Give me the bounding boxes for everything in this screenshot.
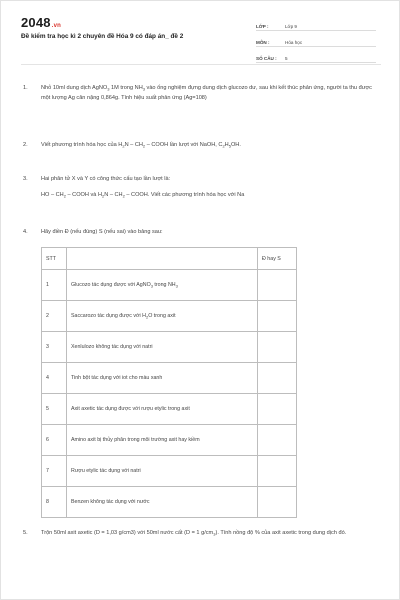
- subscript: 2: [142, 143, 146, 149]
- document-title: Đề kiểm tra học kì 2 chuyên đề Hóa 9 có đáp án_ đề 2: [21, 33, 184, 40]
- text-run: vào ống nghiệm đựng dung dịch glucozo dư, sau khi kết thúc phản ứng, người ta thu được một lượng Ag cân nặng 0,864g. Tính hiệu suất phản ứng (Ag=108): [41, 85, 372, 101]
- row-statement: Tinh bột tác dụng với iot cho màu xanh: [67, 363, 258, 394]
- true-false-table: [41, 247, 297, 518]
- question-text: [41, 140, 377, 150]
- row-number: 6: [42, 425, 67, 456]
- answer-cell[interactable]: [258, 363, 297, 394]
- answer-cell[interactable]: [258, 425, 297, 456]
- subscript: 2: [145, 314, 149, 320]
- table-row: [42, 332, 297, 363]
- meta-value: Hóa học: [285, 40, 303, 45]
- table-row: [42, 301, 297, 332]
- subscript: 3: [150, 283, 153, 289]
- meta-info: [256, 17, 376, 65]
- text-run: trong NH: [152, 282, 176, 288]
- meta-row-class: [256, 17, 376, 31]
- answer-cell[interactable]: [258, 332, 297, 363]
- text-run: HO – CH: [41, 192, 64, 198]
- row-statement: Amino axit bị thủy phân trong môi trường axit hay kiềm: [67, 425, 258, 456]
- meta-label: LỚP :: [256, 24, 269, 29]
- question-number: 5.: [23, 530, 28, 536]
- text-run: N – CH: [124, 142, 143, 148]
- meta-row-subject: [256, 33, 376, 47]
- question-formula: [41, 190, 377, 200]
- logo-main: 2048: [21, 15, 51, 30]
- meta-value: Lớp 9: [285, 24, 297, 29]
- table-row: [42, 487, 297, 518]
- text-run: – COOH và H: [65, 192, 102, 198]
- header-answer: Đ hay S: [258, 248, 297, 270]
- row-number: 1: [42, 270, 67, 301]
- text-run: Glucozo tác dụng được với AgNO: [71, 282, 151, 288]
- table-row: [42, 363, 297, 394]
- question-number: 1.: [23, 85, 28, 91]
- text-run: Trộn 50ml axit axetic (D = 1,03 g/cm3) với 50ml nước cất (D = 1 g/cm: [41, 530, 214, 536]
- text-run: ). Tính nồng độ % của axit axetic trong dung dịch đó.: [215, 530, 347, 536]
- row-number: 3: [42, 332, 67, 363]
- text-run: OH.: [230, 142, 241, 148]
- answer-cell[interactable]: [258, 270, 297, 301]
- table-row: [42, 394, 297, 425]
- subscript: 3: [107, 86, 110, 92]
- answer-cell[interactable]: [258, 301, 297, 332]
- row-statement: Axit axetic tác dụng được với rượu etylic trong axit: [67, 394, 258, 425]
- meta-row-count: [256, 49, 376, 63]
- row-statement: [67, 301, 258, 332]
- text-run: – COOH lần lượt với NaOH, C: [145, 142, 223, 148]
- question-2: [23, 140, 377, 150]
- text-run: 1M trong NH: [109, 85, 143, 91]
- row-number: 8: [42, 487, 67, 518]
- subscript: 2: [122, 143, 125, 149]
- site-logo[interactable]: [21, 15, 61, 30]
- text-run: Hai phân tử X và Y có công thức cấu tạo lần lượt là:: [41, 176, 171, 182]
- question-text: Hãy điền Đ (nếu đúng) S (nếu sai) vào bảng sau:: [41, 229, 163, 235]
- logo-suffix: .vn: [51, 23, 62, 29]
- meta-label: SỐ CÂU :: [256, 56, 277, 61]
- row-statement: Rượu etylic tác dụng với natri: [67, 456, 258, 487]
- subscript: 5: [228, 143, 231, 149]
- answer-cell[interactable]: [258, 394, 297, 425]
- question-5: [23, 528, 377, 538]
- table-row: [42, 425, 297, 456]
- question-number: 4.: [23, 229, 28, 235]
- row-number: 5: [42, 394, 67, 425]
- text-run: N – CH: [104, 192, 123, 198]
- row-number: 2: [42, 301, 67, 332]
- text-run: Saccarozo tác dụng được với H: [71, 313, 146, 319]
- row-statement: [67, 270, 258, 301]
- table-row: [42, 456, 297, 487]
- meta-label: MÔN :: [256, 40, 270, 45]
- subscript: 3: [175, 283, 178, 289]
- header-divider: [21, 64, 381, 65]
- question-text: [41, 83, 377, 103]
- subscript: 2: [222, 143, 225, 149]
- subscript: 2: [122, 193, 125, 199]
- subscript: 2: [102, 193, 105, 199]
- question-1: [23, 83, 377, 103]
- answer-cell[interactable]: [258, 456, 297, 487]
- question-number: 3.: [23, 176, 28, 182]
- question-3: [23, 174, 377, 200]
- text-run: O trong axit: [148, 313, 176, 319]
- row-number: 4: [42, 363, 67, 394]
- subscript: 3: [142, 86, 145, 92]
- row-number: 7: [42, 456, 67, 487]
- table-row: [42, 270, 297, 301]
- text-run: – COOH. Viết các phương trình hóa học với Na: [124, 192, 245, 198]
- header-statement: [67, 248, 258, 270]
- meta-value: 5: [285, 56, 288, 61]
- text-run: H: [224, 142, 229, 148]
- question-4: [23, 227, 377, 237]
- answer-cell[interactable]: [258, 487, 297, 518]
- question-text: [41, 528, 377, 538]
- text-run: Nhỏ 10ml dung dịch AgNO: [41, 85, 108, 91]
- subscript: 2: [63, 193, 66, 199]
- row-statement: Benzen không tác dụng với nước: [67, 487, 258, 518]
- row-statement: Xenlulozo không tác dụng với natri: [67, 332, 258, 363]
- question-text: [41, 174, 377, 184]
- text-run: Viết phương trình hóa học của H: [41, 142, 123, 148]
- table-header-row: [42, 248, 297, 270]
- subscript: 3: [213, 531, 216, 537]
- header-stt: STT: [42, 248, 67, 270]
- question-number: 2.: [23, 142, 28, 148]
